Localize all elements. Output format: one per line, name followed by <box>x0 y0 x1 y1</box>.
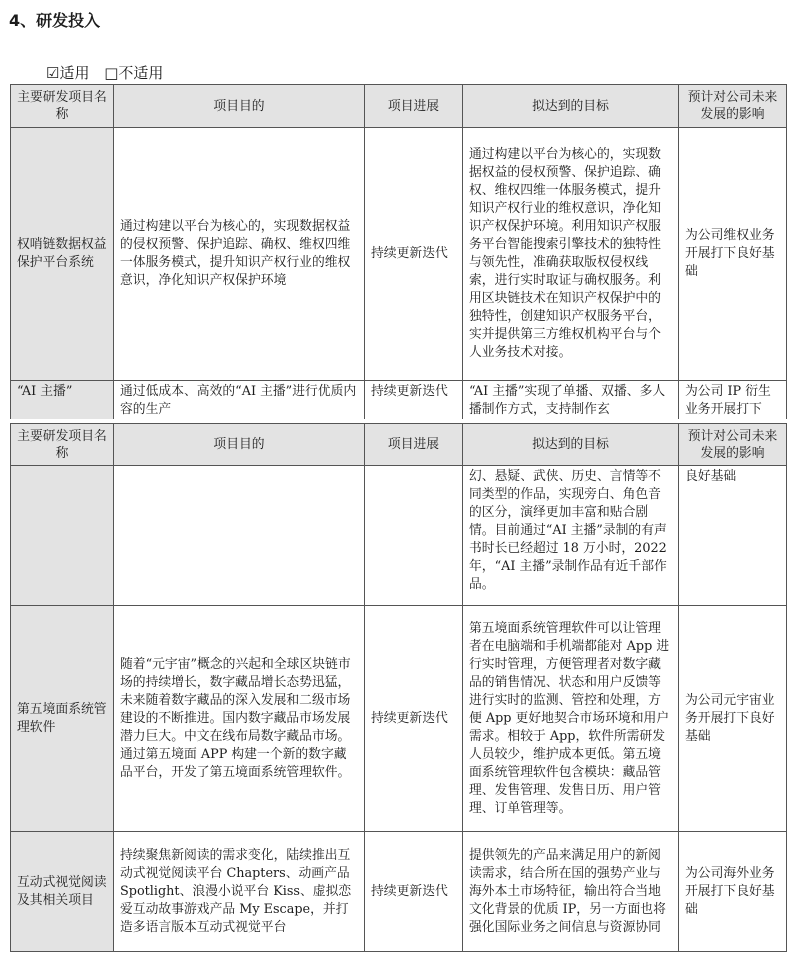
row-impact: 为公司海外业务开展打下良好基础 <box>679 832 787 952</box>
section-heading: 4、研发投入 <box>9 11 101 30</box>
row-progress: 持续更新迭代 <box>365 832 463 952</box>
row-project-name: 第五境面系统管理软件 <box>11 606 114 832</box>
row-goal: “AI 主播”实现了单播、双播、多人播制作方式，支持制作玄 <box>463 381 679 420</box>
header-goal: 拟达到的目标 <box>463 85 679 128</box>
row-impact: 为公司维权业务开展打下良好基础 <box>679 128 787 381</box>
table-row <box>11 606 787 832</box>
header-purpose: 项目目的 <box>114 85 365 128</box>
header-goal: 拟达到的目标 <box>463 424 679 466</box>
row-purpose: 通过低成本、高效的“AI 主播”进行优质内容的生产 <box>114 381 365 420</box>
row-progress: 持续更新迭代 <box>365 128 463 381</box>
row-goal: 提供领先的产品来满足用户的新阅读需求，结合所在国的强势产业与海外本土市场特征，输出符合当地文化背景的优质 IP，另一方面也将强化国际业务之间信息与资源协同 <box>463 832 679 952</box>
row-goal: 第五境面系统管理软件可以让管理者在电脑端和手机端都能对 App 进行实时管理，方便管理者对数字藏品的销售情况、状态和用户反馈等进行实时的监测、管控和处理，方便 App 更好地契合市场环境和用户需求。相较于 App，软件所需研发人员较少，维护成本更低。第五境面系统管理软件包含模块：藏品管理、发售管理、发售日历、用户管理、订单管理等。 <box>463 606 679 832</box>
applicable-checkbox[interactable]: ☑适用 <box>46 64 90 82</box>
header-impact: 预计对公司未来发展的影响 <box>679 85 787 128</box>
header-purpose: 项目目的 <box>114 424 365 466</box>
row-goal: 通过构建以平台为核心的，实现数据权益的侵权预警、保护追踪、确权、维权四维一体服务模式，提升知识产权行业的维权意识，净化知识产权保护环境。利用知识产权服务平台智能搜索引擎技术的独特性与领先性，准确获取版权侵权线索，进行实时取证与确权服务。利用区块链技术在知识产权保护中的独特性，创建知识产权服务平台，实并提供第三方维权机构平台与个人业务技术对接。 <box>463 128 679 381</box>
table-row <box>11 832 787 952</box>
header-impact: 预计对公司未来发展的影响 <box>679 424 787 466</box>
header-progress: 项目进展 <box>365 424 463 466</box>
rd-table-part-1 <box>10 84 787 419</box>
row-purpose: 随着“元宇宙”概念的兴起和全球区块链市场的持续增长，数字藏品增长态势迅猛，未来随着数字藏品的深入发展和二级市场建设的不断推进。国内数字藏品市场发展潜力巨大。中文在线布局数字藏品市场。通过第五境面 APP 构建一个新的数字藏品平台，开发了第五境面系统管理软件。 <box>114 606 365 832</box>
table-row <box>11 466 787 606</box>
row-project-name <box>11 466 114 606</box>
row-progress <box>365 466 463 606</box>
not-applicable-checkbox[interactable]: □不适用 <box>104 64 164 82</box>
row-impact: 为公司 IP 衍生业务开展打下 <box>679 381 787 420</box>
header-project-name: 主要研发项目名称 <box>11 424 114 466</box>
table-row <box>11 128 787 381</box>
table-header-row <box>11 424 787 466</box>
row-impact: 为公司元宇宙业务开展打下良好基础 <box>679 606 787 832</box>
row-project-name: 权哨链数据权益保护平台系统 <box>11 128 114 381</box>
row-progress: 持续更新迭代 <box>365 606 463 832</box>
row-project-name: “AI 主播” <box>11 381 114 420</box>
row-project-name: 互动式视觉阅读及其相关项目 <box>11 832 114 952</box>
row-purpose: 通过构建以平台为核心的，实现数据权益的侵权预警、保护追踪、确权、维权四维一体服务模式，提升知识产权行业的维权意识，净化知识产权保护环境 <box>114 128 365 381</box>
row-purpose: 持续聚焦新阅读的需求变化，陆续推出互动式视觉阅读平台 Chapters、动画产品 Spotlight、浪漫小说平台 Kiss、虚拟恋爱互动故事游戏产品 My Escape，并打造多语言版本互动式视觉平台 <box>114 832 365 952</box>
row-impact: 良好基础 <box>679 466 787 606</box>
row-goal: 幻、悬疑、武侠、历史、言情等不同类型的作品，实现旁白、角色音的区分，演绎更加丰富和贴合剧情。目前通过“AI 主播”录制的有声书时长已经超过 18 万小时，2022 年，“AI 主播”录制作品有近千部作品。 <box>463 466 679 606</box>
table-row <box>11 381 787 420</box>
header-progress: 项目进展 <box>365 85 463 128</box>
rd-table-part-2 <box>10 423 787 952</box>
page-top-clip <box>0 0 800 419</box>
row-purpose <box>114 466 365 606</box>
header-project-name: 主要研发项目名称 <box>11 85 114 128</box>
row-progress: 持续更新迭代 <box>365 381 463 420</box>
table-header-row <box>11 85 787 128</box>
